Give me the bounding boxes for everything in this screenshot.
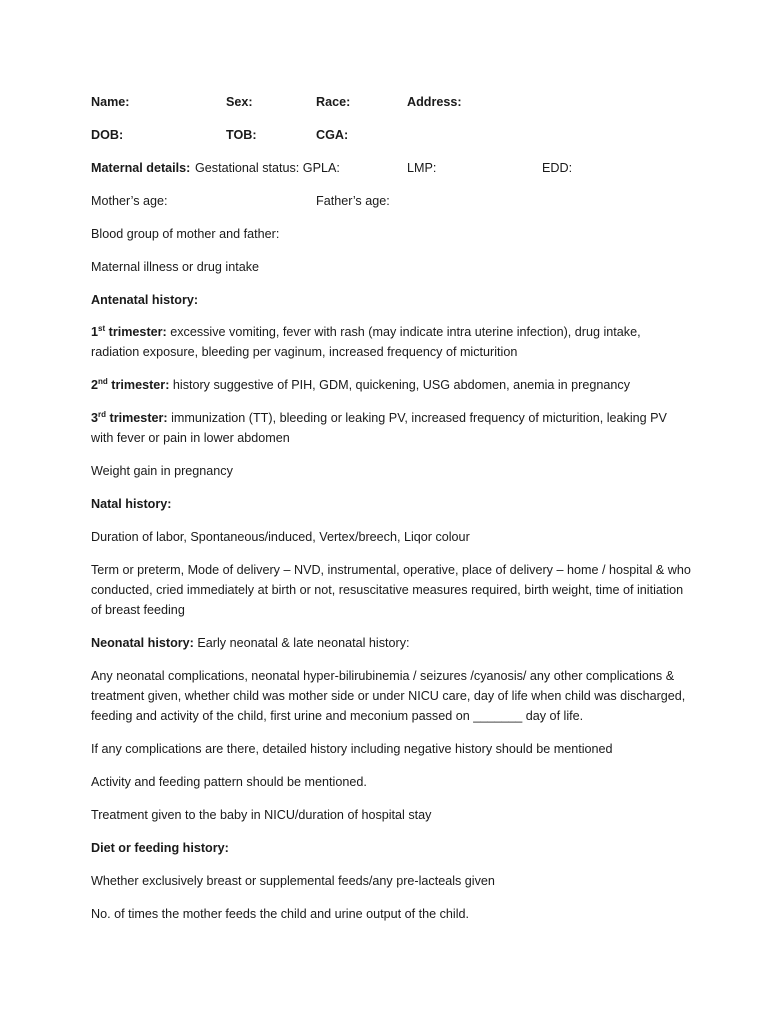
third-trimester-suffix: rd <box>98 409 107 419</box>
first-trimester-suffix: st <box>98 323 106 333</box>
tob-label: TOB: <box>226 128 257 142</box>
natal-labor-paragraph: Duration of labor, Spontaneous/induced, Vertex/breech, Liqor colour <box>91 530 470 544</box>
name-label: Name: <box>91 95 130 109</box>
gestational-status-label: Gestational status: GPLA: <box>195 161 340 175</box>
fathers-age-label: Father’s age: <box>316 194 390 208</box>
address-label: Address: <box>407 95 462 109</box>
neonatal-complications-paragraph: Any neonatal complications, neonatal hyper-bilirubinemia / seizures /cyanosis/ any other complications & treatment given, whether child was mother side or under NICU care, day of life when child was discharged, feeding and activity of the child, first urine and meconium passed on _______ day of life. <box>91 669 686 723</box>
third-trimester-paragraph <box>91 408 691 448</box>
first-trimester-text: excessive vomiting, fever with rash (may indicate intra uterine infection), drug intake, radiation exposure, bleeding per vaginum, increased frequency of micturition <box>91 325 641 359</box>
neonatal-heading: Neonatal history: <box>91 636 194 650</box>
maternal-illness-line: Maternal illness or drug intake <box>91 260 259 274</box>
neonatal-activity-line: Activity and feeding pattern should be mentioned. <box>91 775 367 789</box>
weight-gain-line: Weight gain in pregnancy <box>91 464 233 478</box>
natal-heading: Natal history: <box>91 497 172 511</box>
neonatal-heading-line <box>91 633 691 653</box>
first-trimester-label: trimester: <box>105 325 167 339</box>
patient-info-row <box>91 94 691 111</box>
parents-age-row <box>91 193 691 210</box>
edd-label: EDD: <box>542 161 573 175</box>
cga-label: CGA: <box>316 128 349 142</box>
diet-frequency-line: No. of times the mother feeds the child and urine output of the child. <box>91 907 470 921</box>
race-label: Race: <box>316 95 351 109</box>
neonatal-treatment-line: Treatment given to the baby in NICU/duration of hospital stay <box>91 808 432 822</box>
maternal-details-label: Maternal details: <box>91 161 191 175</box>
third-trimester-number: 3 <box>91 411 99 425</box>
blood-group-line: Blood group of mother and father: <box>91 227 280 241</box>
mothers-age-label: Mother’s age: <box>91 194 168 208</box>
document-page <box>91 94 691 924</box>
second-trimester-label: trimester: <box>107 378 170 392</box>
second-trimester-text: history suggestive of PIH, GDM, quickening, USG abdomen, anemia in pregnancy <box>169 378 630 392</box>
neonatal-heading-text: Early neonatal & late neonatal history: <box>193 636 410 650</box>
dob-label: DOB: <box>91 128 124 142</box>
third-trimester-label: trimester: <box>106 411 168 425</box>
neonatal-negative-history-line: If any complications are there, detailed history including negative history should be mentioned <box>91 742 613 756</box>
third-trimester-text: immunization (TT), bleeding or leaking PV, increased frequency of micturition, leaking PV with fever or pain in lower abdomen <box>91 411 667 445</box>
sex-label: Sex: <box>226 95 253 109</box>
second-trimester-suffix: nd <box>98 376 108 386</box>
lmp-label: LMP: <box>407 161 437 175</box>
diet-feeds-line: Whether exclusively breast or supplemental feeds/any pre-lacteals given <box>91 874 495 888</box>
diet-heading: Diet or feeding history: <box>91 841 229 855</box>
antenatal-heading: Antenatal history: <box>91 293 199 307</box>
second-trimester-number: 2 <box>91 378 99 392</box>
first-trimester-paragraph <box>91 322 691 362</box>
first-trimester-number: 1 <box>91 325 99 339</box>
second-trimester-paragraph <box>91 375 691 395</box>
birth-info-row <box>91 127 691 144</box>
maternal-details-row <box>91 160 691 177</box>
natal-delivery-paragraph: Term or preterm, Mode of delivery – NVD, instrumental, operative, place of delivery – home / hospital & who conducted, cried immediately at birth or not, resuscitative measures required, birth weight, time of initiation of breast feeding <box>91 563 691 617</box>
